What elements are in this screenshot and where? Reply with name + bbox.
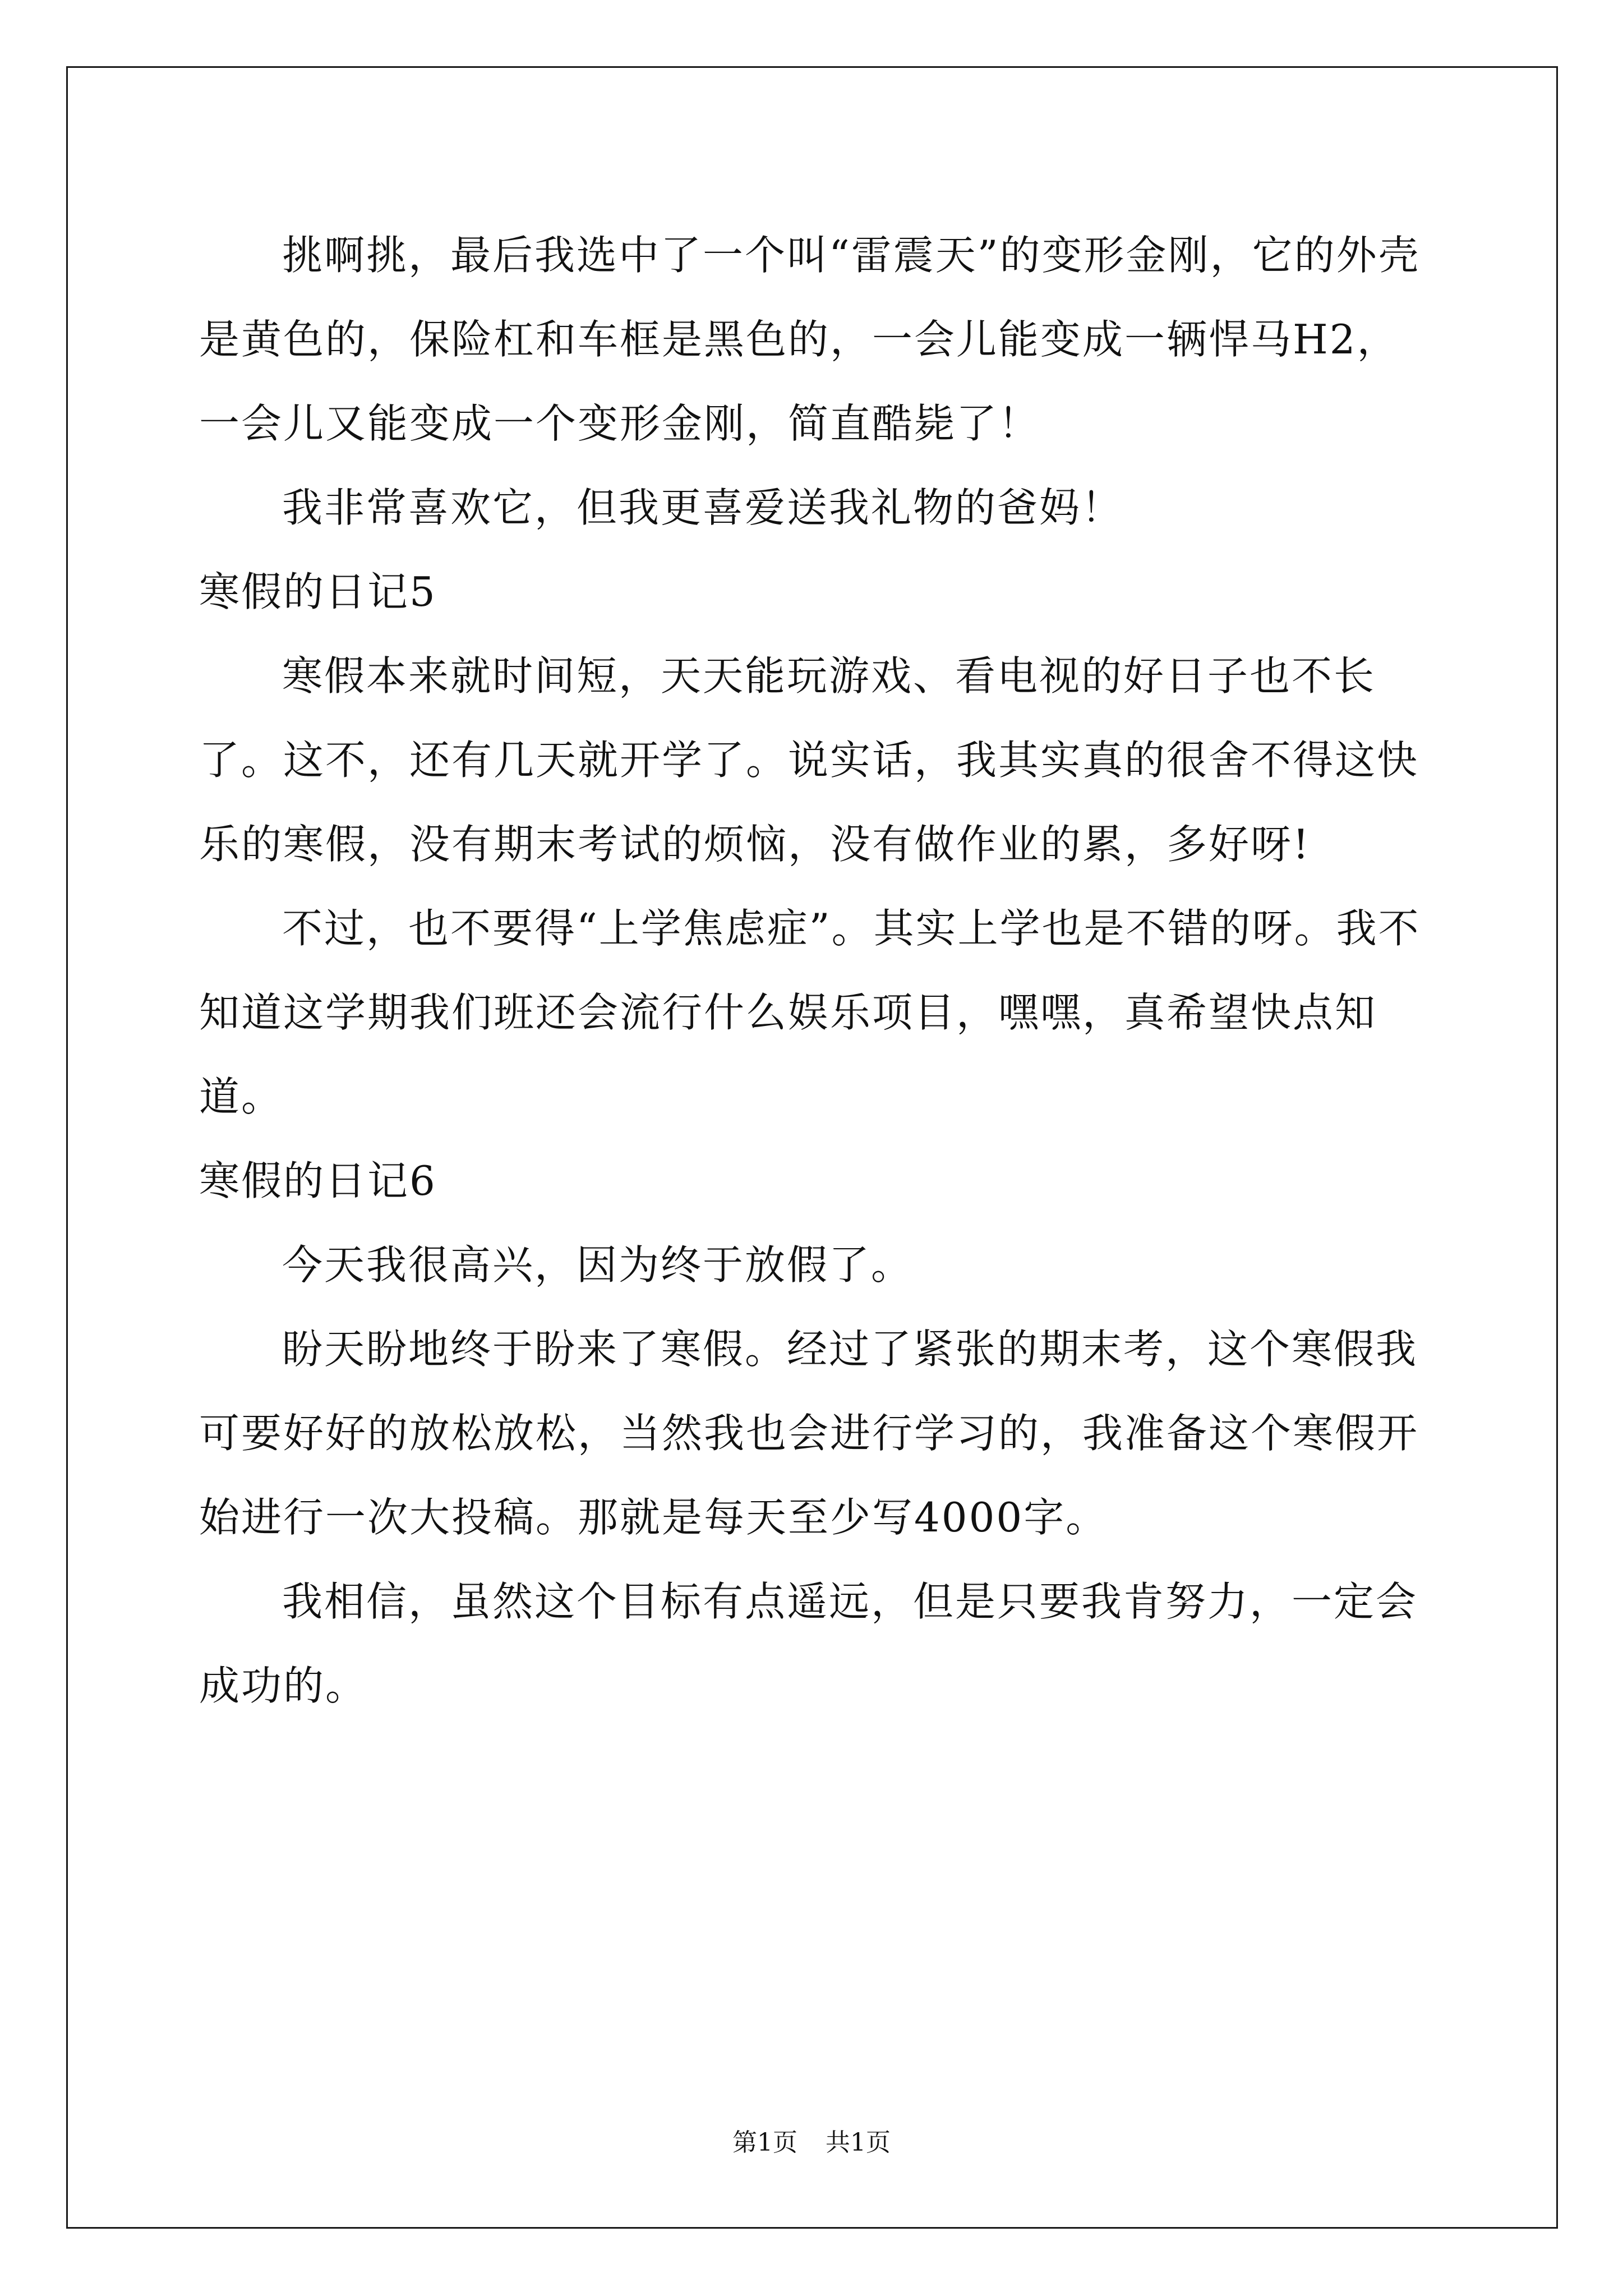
- page-footer: [0, 2126, 1623, 2160]
- paragraph: 盼天盼地终于盼来了寒假。经过了紧张的期末考，这个寒假我可要好好的放松放松，当然我也会进行学习的，我准备这个寒假开始进行一次大投稿。那就是每天至少写4000字。: [199, 1326, 1419, 1541]
- paragraph: 我非常喜欢它，但我更喜爱送我礼物的爸妈！: [282, 484, 1124, 531]
- page-total: 共1页: [826, 2128, 891, 2157]
- section-heading: 寒假的日记6: [199, 1157, 437, 1204]
- section-heading: 寒假的日记5: [199, 568, 437, 615]
- page-number: 第1页: [732, 2128, 797, 2157]
- paragraph: 今天我很高兴，因为终于放假了。: [282, 1241, 914, 1289]
- paragraph: 寒假本来就时间短，天天能玩游戏、看电视的好日子也不长了。这不，还有几天就开学了。说实话，我其实真的很舍不得这快乐的寒假，没有期末考试的烦恼，没有做作业的累，多好呀!: [199, 652, 1419, 868]
- document-body: [199, 213, 1433, 1728]
- paragraph: 我相信，虽然这个目标有点遥远，但是只要我肯努力，一定会成功的。: [199, 1578, 1418, 1709]
- paragraph: 不过，也不要得“上学焦虑症”。其实上学也是不错的呀。我不知道这学期我们班还会流行什么娱乐项目，嘿嘿，真希望快点知道。: [199, 905, 1421, 1120]
- paragraph: 挑啊挑，最后我选中了一个叫“雷震天”的变形金刚，它的外壳是黄色的，保险杠和车框是黑色的，一会儿能变成一辆悍马H2，一会儿又能变成一个变形金刚，简直酷毙了！: [199, 232, 1421, 447]
